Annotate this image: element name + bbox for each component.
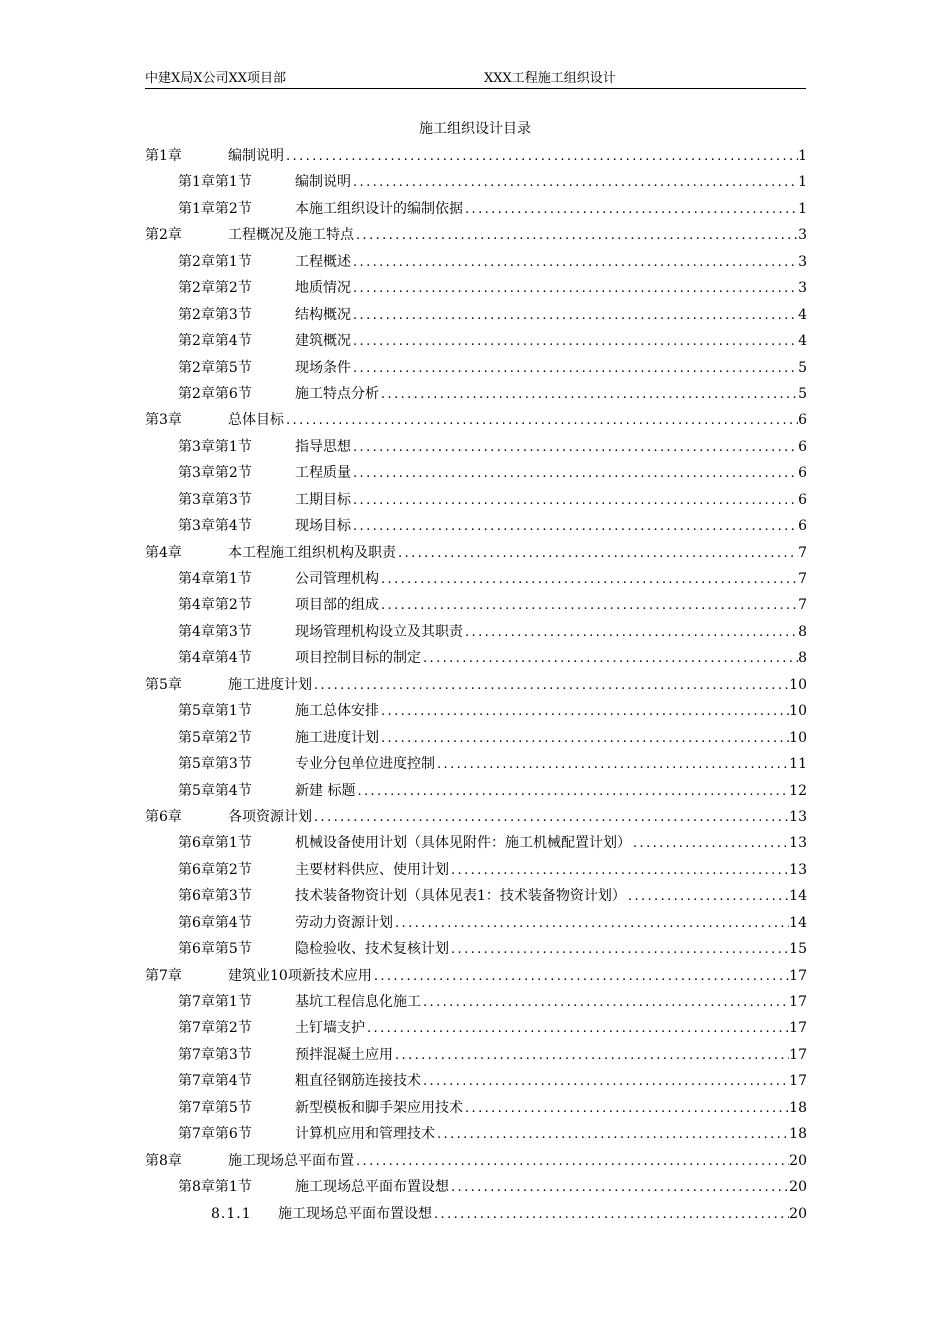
- toc-entry-title: 基坑工程信息化施工: [295, 994, 421, 1010]
- toc-entry-page: 6: [798, 491, 807, 508]
- toc-entry[interactable]: [145, 1095, 807, 1121]
- toc-entry-number: 第7章第1节: [178, 994, 252, 1010]
- toc-entry[interactable]: [145, 1174, 807, 1200]
- toc-entry-title: 建筑业10项新技术应用: [228, 967, 372, 984]
- toc-dot-leader: [379, 567, 798, 593]
- toc-entry-page: 3: [798, 227, 807, 244]
- toc-entry-title: 现场条件: [295, 359, 351, 376]
- toc-entry-title: 施工总体安排: [295, 703, 379, 720]
- toc-entry-title: 主要材料供应、使用计划: [295, 861, 449, 878]
- toc-entry-number: 第6章第2节: [178, 861, 252, 878]
- toc-entry[interactable]: [145, 1068, 807, 1094]
- toc-entry-page: 1: [798, 174, 807, 191]
- toc-entry-title: 计算机应用和管理技术: [295, 1126, 435, 1143]
- toc-dot-leader: [365, 1016, 789, 1042]
- toc-entry-number: 第5章: [145, 676, 182, 693]
- toc-dot-leader: [393, 911, 789, 937]
- toc-entry-title: 地质情况: [295, 280, 351, 297]
- toc-entry-number: 第1章: [145, 148, 182, 164]
- toc-entry-number: 第4章: [145, 544, 182, 561]
- toc-entry[interactable]: [145, 989, 807, 1015]
- toc-entry[interactable]: [145, 778, 807, 804]
- toc-dot-leader: [354, 223, 798, 249]
- toc-entry-title: 专业分包单位进度控制: [295, 756, 435, 773]
- toc-entry-page: 17: [789, 1020, 807, 1037]
- toc-entry-number: 第3章第1节: [178, 438, 252, 455]
- toc-entry-number: 第2章第6节: [178, 385, 252, 402]
- toc-entry-page: 7: [798, 544, 807, 561]
- toc-entry[interactable]: [145, 592, 807, 618]
- toc-entry-title: 施工现场总平面布置设想: [295, 1179, 449, 1196]
- toc-entry[interactable]: [145, 143, 807, 169]
- toc-entry-title: 新型模板和脚手架应用技术: [295, 1099, 463, 1116]
- toc-entry-number: 第5章第4节: [178, 782, 252, 799]
- toc-dot-leader: [312, 673, 789, 699]
- toc-entry[interactable]: [145, 963, 807, 989]
- toc-entry-number: 第5章第2节: [178, 729, 252, 746]
- toc-entry-title: 施工进度计划: [228, 676, 312, 693]
- toc-entry[interactable]: [145, 804, 807, 830]
- toc-entry-title: 指导思想: [295, 438, 351, 455]
- toc-entry[interactable]: [145, 487, 807, 513]
- toc-entry[interactable]: [145, 1201, 807, 1227]
- toc-dot-leader: [355, 779, 789, 805]
- toc-dot-leader: [463, 1096, 789, 1122]
- toc-entry-page: 17: [789, 1046, 807, 1063]
- toc-entry-number: 第4章第4节: [178, 650, 252, 667]
- toc-dot-leader: [284, 408, 798, 434]
- toc-entry-page: 8: [798, 650, 807, 667]
- toc-dot-leader: [351, 514, 798, 540]
- toc-dot-leader: [626, 884, 789, 910]
- toc-entry-page: 1: [798, 200, 807, 217]
- toc-entry[interactable]: [145, 857, 807, 883]
- toc-dot-leader: [379, 726, 789, 752]
- toc-entry-number: 第2章第5节: [178, 359, 252, 376]
- toc-entry-page: 6: [798, 412, 807, 429]
- toc-dot-leader: [432, 1202, 789, 1228]
- toc-entry[interactable]: [145, 460, 807, 486]
- toc-entry[interactable]: [145, 910, 807, 936]
- toc-entry-title: 土钉墙支护: [295, 1020, 365, 1037]
- toc-entry[interactable]: [145, 672, 807, 698]
- toc-dot-leader: [351, 276, 798, 302]
- toc-entry-number: 第3章: [145, 412, 182, 429]
- toc-entry-title: 技术装备物资计划（具体见表1：技术装备物资计划）: [295, 888, 626, 905]
- toc-entry-title: 编制说明: [228, 148, 284, 164]
- toc-entry[interactable]: [145, 169, 807, 195]
- toc-entry-number: 第6章第1节: [178, 835, 252, 852]
- toc-entry[interactable]: [145, 222, 807, 248]
- toc-entry-page: 5: [798, 385, 807, 402]
- toc-entry-number: 第2章第3节: [178, 306, 252, 323]
- toc-dot-leader: [379, 593, 798, 619]
- toc-entry-title: 施工现场总平面布置设想: [278, 1205, 432, 1222]
- table-of-contents: [145, 143, 807, 1227]
- toc-entry-number: 第6章第3节: [178, 888, 252, 905]
- toc-dot-leader: [379, 699, 789, 725]
- toc-dot-leader: [463, 620, 798, 646]
- toc-entry-page: 3: [798, 253, 807, 270]
- toc-dot-leader: [351, 303, 798, 329]
- toc-entry-title: 现场管理机构设立及其职责: [295, 623, 463, 640]
- toc-entry-page: 17: [789, 967, 807, 984]
- toc-dot-leader: [449, 1175, 789, 1201]
- toc-entry-title: 项目控制目标的制定: [295, 650, 421, 667]
- toc-entry[interactable]: [145, 540, 807, 566]
- toc-entry-title: 各项资源计划: [228, 808, 312, 825]
- toc-dot-leader: [351, 461, 798, 487]
- toc-entry-title: 现场目标: [295, 518, 351, 535]
- toc-entry[interactable]: [145, 936, 807, 962]
- toc-dot-leader: [463, 197, 798, 223]
- toc-dot-leader: [312, 805, 789, 831]
- toc-entry-page: 10: [789, 676, 807, 693]
- page-header: [145, 66, 806, 89]
- toc-entry[interactable]: [145, 725, 807, 751]
- toc-dot-leader: [354, 1149, 789, 1175]
- toc-entry-page: 5: [798, 359, 807, 376]
- toc-entry-page: 6: [798, 438, 807, 455]
- toc-entry-title: 机械设备使用计划（具体见附件：施工机械配置计划）: [295, 835, 631, 852]
- toc-entry-page: 8: [798, 623, 807, 640]
- toc-entry-page: 1: [798, 148, 807, 164]
- toc-entry-page: 13: [789, 861, 807, 878]
- toc-entry-page: 7: [798, 597, 807, 614]
- toc-entry-title: 施工特点分析: [295, 385, 379, 402]
- toc-entry-number: 第4章第1节: [178, 571, 252, 587]
- toc-entry-page: 17: [789, 994, 807, 1010]
- toc-entry-number: 第7章第2节: [178, 1020, 252, 1037]
- toc-entry-page: 11: [789, 756, 807, 773]
- toc-entry-number: 第3章第4节: [178, 518, 252, 535]
- toc-entry[interactable]: [145, 1015, 807, 1041]
- toc-entry-page: 7: [798, 571, 807, 587]
- toc-entry-number: 第2章第4节: [178, 333, 252, 350]
- toc-entry-number: 第2章: [145, 227, 182, 244]
- toc-entry-page: 20: [789, 1205, 807, 1222]
- toc-entry-page: 3: [798, 280, 807, 297]
- toc-entry-title: 施工进度计划: [295, 729, 379, 746]
- toc-entry-number: 第5章第3节: [178, 756, 252, 773]
- toc-entry-number: 第7章第6节: [178, 1126, 252, 1143]
- toc-entry-page: 4: [798, 333, 807, 350]
- toc-entry-page: 13: [789, 808, 807, 825]
- toc-entry-page: 13: [789, 835, 807, 852]
- toc-entry-title: 建筑概况: [295, 333, 351, 350]
- toc-dot-leader: [351, 329, 798, 355]
- toc-entry-page: 14: [789, 888, 807, 905]
- toc-entry-number: 第7章第4节: [178, 1073, 252, 1090]
- toc-entry-page: 6: [798, 518, 807, 535]
- toc-entry-number: 第4章第3节: [178, 623, 252, 640]
- toc-entry-page: 20: [789, 1179, 807, 1196]
- toc-entry-title: 工期目标: [295, 491, 351, 508]
- toc-entry-page: 4: [798, 306, 807, 323]
- toc-dot-leader: [421, 646, 798, 672]
- toc-entry[interactable]: [145, 883, 807, 909]
- toc-entry-number: 第7章第5节: [178, 1099, 252, 1116]
- toc-dot-leader: [631, 831, 789, 857]
- toc-entry-title: 项目部的组成: [295, 597, 379, 614]
- toc-entry-number: 第8章第1节: [178, 1179, 252, 1196]
- toc-entry-page: 6: [798, 465, 807, 482]
- toc-entry-title: 本施工组织设计的编制依据: [295, 200, 463, 217]
- toc-entry[interactable]: [145, 407, 807, 433]
- toc-entry-page: 10: [789, 703, 807, 720]
- toc-entry-number: 第8章: [145, 1152, 182, 1169]
- toc-entry-title: 施工现场总平面布置: [228, 1152, 354, 1169]
- toc-entry[interactable]: [145, 619, 807, 645]
- toc-entry-number: 第7章: [145, 967, 182, 984]
- toc-entry[interactable]: [145, 751, 807, 777]
- toc-dot-leader: [351, 170, 798, 196]
- toc-entry-page: 18: [789, 1099, 807, 1116]
- toc-entry-title: 工程质量: [295, 465, 351, 482]
- toc-entry[interactable]: [145, 513, 807, 539]
- toc-entry-page: 15: [789, 941, 807, 958]
- toc-dot-leader: [393, 1043, 789, 1069]
- toc-entry-title: 隐检验收、技术复核计划: [295, 941, 449, 958]
- toc-dot-leader: [421, 1069, 789, 1095]
- toc-entry[interactable]: [145, 645, 807, 671]
- toc-dot-leader: [351, 488, 798, 514]
- toc-entry-title: 预拌混凝土应用: [295, 1046, 393, 1063]
- toc-entry[interactable]: [145, 1148, 807, 1174]
- toc-entry-page: 14: [789, 914, 807, 931]
- toc-entry-number: 第3章第2节: [178, 465, 252, 482]
- toc-entry-number: 第6章: [145, 808, 182, 825]
- toc-entry[interactable]: [145, 355, 807, 381]
- toc-entry-title: 编制说明: [295, 174, 351, 191]
- toc-dot-leader: [435, 1122, 789, 1148]
- toc-entry[interactable]: [145, 698, 807, 724]
- toc-entry[interactable]: [145, 328, 807, 354]
- toc-entry-number: 第2章第2节: [178, 280, 252, 297]
- toc-entry-title: 工程概况及施工特点: [228, 227, 354, 244]
- toc-entry[interactable]: [145, 302, 807, 328]
- toc-entry-number: 8.1.1: [211, 1205, 252, 1222]
- toc-entry[interactable]: [145, 1121, 807, 1147]
- toc-entry-page: 20: [789, 1152, 807, 1169]
- toc-dot-leader: [351, 250, 798, 276]
- toc-entry-title: 本工程施工组织机构及职责: [228, 544, 396, 561]
- toc-dot-leader: [449, 858, 789, 884]
- toc-dot-leader: [449, 937, 789, 963]
- toc-dot-leader: [351, 356, 798, 382]
- toc-entry-number: 第6章第5节: [178, 941, 252, 958]
- toc-entry-number: 第6章第4节: [178, 914, 252, 931]
- toc-entry-title: 总体目标: [228, 412, 284, 429]
- toc-entry[interactable]: [145, 381, 807, 407]
- toc-entry-page: 17: [789, 1073, 807, 1090]
- toc-dot-leader: [396, 541, 798, 567]
- toc-entry-number: 第4章第2节: [178, 597, 252, 614]
- toc-entry-page: 18: [789, 1126, 807, 1143]
- toc-dot-leader: [351, 435, 798, 461]
- toc-dot-leader: [421, 990, 789, 1016]
- toc-entry-number: 第1章第2节: [178, 200, 252, 217]
- toc-entry[interactable]: [145, 1042, 807, 1068]
- header-document-title: XXX工程施工组织设计: [484, 71, 616, 86]
- toc-entry[interactable]: [145, 830, 807, 856]
- toc-dot-leader: [435, 752, 789, 778]
- page-title: 施工组织设计目录: [419, 121, 531, 137]
- toc-dot-leader: [372, 964, 789, 990]
- toc-dot-leader: [379, 382, 798, 408]
- toc-entry-title: 粗直径钢筋连接技术: [295, 1073, 421, 1090]
- toc-entry-number: 第1章第1节: [178, 174, 252, 191]
- toc-entry-number: 第5章第1节: [178, 703, 252, 720]
- toc-entry-number: 第7章第3节: [178, 1046, 252, 1063]
- toc-entry[interactable]: [145, 566, 807, 592]
- toc-entry-title: 公司管理机构: [295, 571, 379, 587]
- toc-entry-number: 第2章第1节: [178, 253, 252, 270]
- toc-entry[interactable]: [145, 275, 807, 301]
- toc-entry[interactable]: [145, 196, 807, 222]
- toc-entry-title: 结构概况: [295, 306, 351, 323]
- toc-entry[interactable]: [145, 434, 807, 460]
- toc-entry-page: 10: [789, 729, 807, 746]
- toc-entry-title: 劳动力资源计划: [295, 914, 393, 931]
- toc-dot-leader: [284, 144, 798, 170]
- toc-entry[interactable]: [145, 249, 807, 275]
- header-organization: 中建X局X公司XX项目部: [145, 71, 287, 86]
- toc-entry-title: 新建 标题: [295, 782, 356, 799]
- toc-entry-page: 12: [789, 782, 807, 799]
- toc-entry-title: 工程概述: [295, 253, 351, 270]
- toc-entry-number: 第3章第3节: [178, 491, 252, 508]
